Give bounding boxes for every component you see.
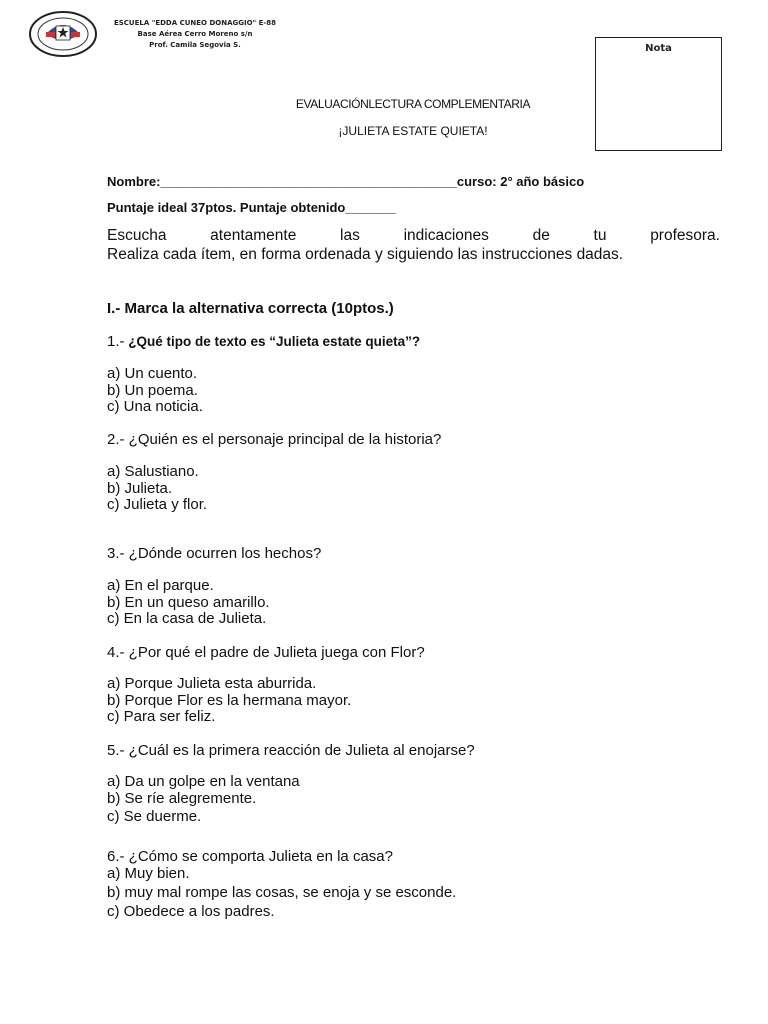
school-header — [100, 18, 290, 51]
answer-option: c) Para ser feliz. — [107, 708, 216, 725]
instructions-line-1 — [107, 226, 720, 245]
instructions — [107, 226, 720, 264]
instr-word: las — [340, 227, 360, 244]
instructions-line-2: Realiza cada ítem, en forma ordenada y siguiendo las instrucciones dadas. — [107, 246, 624, 263]
score-field: Puntaje ideal 37ptos. Puntaje obtenido_______ — [107, 200, 396, 215]
question-number: 1.- — [107, 333, 125, 350]
answer-option: b) Julieta. — [107, 479, 173, 497]
school-address: Base Aérea Cerro Moreno s/n — [137, 30, 253, 38]
school-name: ESCUELA "EDDA CUNEO DONAGGIO" E-88 — [113, 19, 277, 27]
answer-option: a) Porque Julieta esta aburrida. — [107, 675, 317, 692]
answer-option: c) Una noticia. — [107, 398, 203, 415]
question-4: 4.- ¿Por qué el padre de Julieta juega con Flor? — [107, 644, 425, 661]
answer-option: b) Se ríe alegremente. — [107, 790, 257, 807]
instr-word: Escucha — [107, 227, 167, 244]
document-subtitle: ¡JULIETA ESTATE QUIETA! — [338, 124, 488, 138]
instr-word: tu — [593, 227, 607, 244]
answer-option: b) muy mal rompe las cosas, se enoja y se esconde. — [107, 884, 457, 901]
question-2: 2.- ¿Quién es el personaje principal de la historia? — [107, 431, 442, 448]
school-logo — [28, 10, 98, 58]
answer-option: a) Salustiano. — [107, 463, 199, 480]
answer-option: c) Obedece a los padres. — [107, 903, 275, 920]
section-heading: I.- Marca la alternativa correcta (10ptos.) — [107, 300, 394, 317]
teacher-name: Prof. Camila Segovia S. — [149, 41, 241, 49]
answer-option: a) Da un golpe en la ventana — [107, 773, 300, 790]
answer-option: a) Un cuento. — [107, 365, 198, 382]
question-text: ¿Qué tipo de texto es “Julieta estate quieta”? — [124, 334, 421, 349]
question-3: 3.- ¿Dónde ocurren los hechos? — [107, 545, 322, 562]
grade-label: Nota — [645, 43, 672, 54]
answer-option: a) En el parque. — [107, 577, 214, 594]
answer-option: b) Porque Flor es la hermana mayor. — [107, 691, 352, 709]
question-5: 5.- ¿Cuál es la primera reacción de Julieta al enojarse? — [107, 742, 475, 759]
instr-word: de — [532, 227, 550, 244]
answer-option: c) Se duerme. — [107, 808, 202, 825]
answer-option: a) Muy bien. — [107, 865, 190, 882]
answer-option: c) Julieta y flor. — [107, 496, 208, 513]
question-1 — [107, 333, 420, 350]
name-course-field: Nombre:_________________________________________curso: 2° año básico — [107, 174, 585, 189]
answer-option: b) En un queso amarillo. — [107, 593, 270, 611]
instr-word: profesora. — [650, 227, 720, 244]
instr-word: indicaciones — [403, 227, 489, 244]
instr-word: atentamente — [210, 227, 297, 244]
question-6: 6.- ¿Cómo se comporta Julieta en la casa? — [107, 848, 393, 865]
document-title: EVALUACIÓNLECTURA COMPLEMENTARIA — [295, 97, 531, 111]
answer-option: c) En la casa de Julieta. — [107, 610, 267, 627]
answer-option: b) Un poema. — [107, 381, 198, 399]
